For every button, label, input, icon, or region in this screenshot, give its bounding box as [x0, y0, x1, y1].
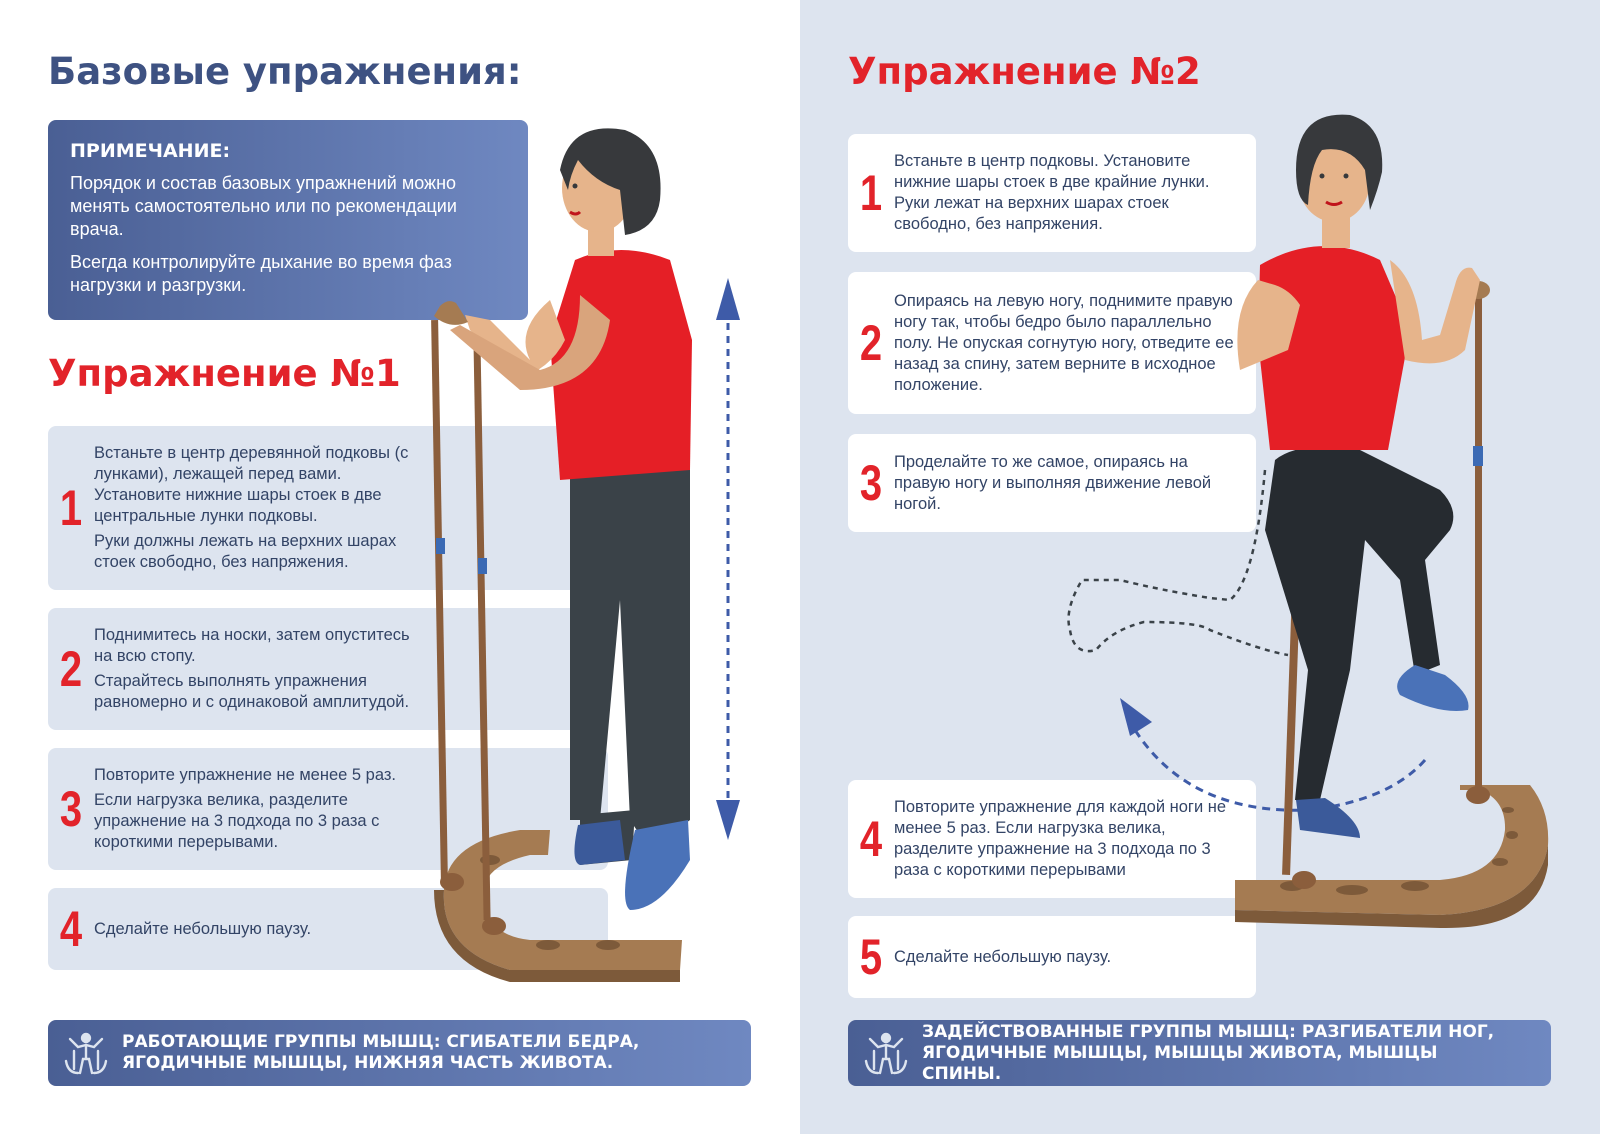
- muscle-groups-banner-1: [48, 1020, 751, 1086]
- step-text-p1: Повторите упражнение не менее 5 раз.: [94, 766, 396, 784]
- step-text: Сделайте небольшую паузу.: [894, 947, 1112, 966]
- step-text-p1: Поднимитесь на носки, затем опуститесь на всю стопу.: [94, 626, 410, 665]
- step-text-p1: Сделайте небольшую паузу.: [94, 919, 312, 938]
- step-number: 1: [859, 165, 883, 221]
- woman-figure: [1237, 115, 1480, 838]
- step-number: 1: [59, 480, 83, 536]
- step-text: Встаньте в центр подковы. Установите нижние шары стоек в две крайние лунки. Руки лежат на верхних шарах стоек свободно, без напряжения.: [894, 152, 1210, 233]
- step-text: [94, 443, 434, 573]
- muscle-figure-icon: [862, 1029, 910, 1077]
- step-text: Повторите упражнение для каждой ноги не менее 5 раз. Если нагрузка велика, разделите упражнение на 3 подхода по 3 раза с короткими перерывами: [894, 798, 1227, 879]
- muscle-groups-text: РАБОТАЮЩИЕ ГРУППЫ МЫШЦ: СГИБАТЕЛИ БЕДРА, ЯГОДИЧНЫЕ МЫШЦЫ, НИЖНЯЯ ЧАСТЬ ЖИВОТА.: [122, 1032, 640, 1073]
- step-text: [94, 919, 323, 940]
- step-number: 3: [859, 455, 883, 511]
- woman-figure: [434, 128, 692, 910]
- step-text: [94, 625, 444, 713]
- note-title: ПРИМЕЧАНИЕ:: [70, 140, 231, 162]
- step-text-p1: Встаньте в центр деревянной подковы (с лунками), лежащей перед вами. Установите нижние шары стоек в две центральные лунки подковы.: [94, 444, 409, 525]
- step-text-p2: Если нагрузка велика, разделите упражнение на 3 подхода по 3 раза с короткими перерывами.: [94, 791, 380, 851]
- step-number: 2: [859, 315, 883, 371]
- step-number: 4: [59, 901, 83, 957]
- step-number: 3: [59, 781, 83, 837]
- step-text: [94, 765, 424, 853]
- exercise-1-illustration: [420, 120, 800, 1000]
- exercise-1-title: Упражнение №1: [48, 352, 401, 395]
- step-number: 2: [59, 641, 83, 697]
- step-text: Опираясь на левую ногу, поднимите правую ногу так, чтобы бедро было параллельно полу. Не опуская согнутую ногу, отведите ее назад за спину, затем верните в исходное положение.: [894, 291, 1234, 394]
- wooden-horseshoe: [1235, 785, 1548, 928]
- step-number: 4: [859, 811, 883, 867]
- note-paragraph-2: Всегда контролируйте дыхание во время фаз нагрузки и разгрузки.: [70, 252, 452, 295]
- step-text-p2: Руки должны лежать на верхних шарах стоек свободно, без напряжения.: [94, 532, 397, 571]
- muscle-figure-icon: [62, 1029, 110, 1077]
- note-paragraph-1: Порядок и состав базовых упражнений можно менять самостоятельно или по рекомендации врача.: [70, 173, 457, 239]
- page-title: Базовые упражнения:: [48, 50, 522, 93]
- step-text-p2: Старайтесь выполнять упражнения равномерно и с одинаковой амплитудой.: [94, 672, 410, 711]
- muscle-groups-banner-2: [848, 1020, 1551, 1086]
- exercise-2-title: Упражнение №2: [848, 50, 1201, 93]
- step-text: Проделайте то же самое, опираясь на правую ногу и выполняя движение левой ногой.: [894, 452, 1212, 513]
- muscle-groups-text: ЗАДЕЙСТВОВАННЫЕ ГРУППЫ МЫШЦ: РАЗГИБАТЕЛИ НОГ, ЯГОДИЧНЫЕ МЫШЦЫ, МЫШЦЫ ЖИВОТА, МЫШЦЫ СПИНЫ.: [922, 1021, 1495, 1084]
- vertical-arrow-icon: [716, 278, 740, 840]
- step-number: 5: [859, 929, 883, 985]
- exercise-2-illustration: [1060, 110, 1560, 940]
